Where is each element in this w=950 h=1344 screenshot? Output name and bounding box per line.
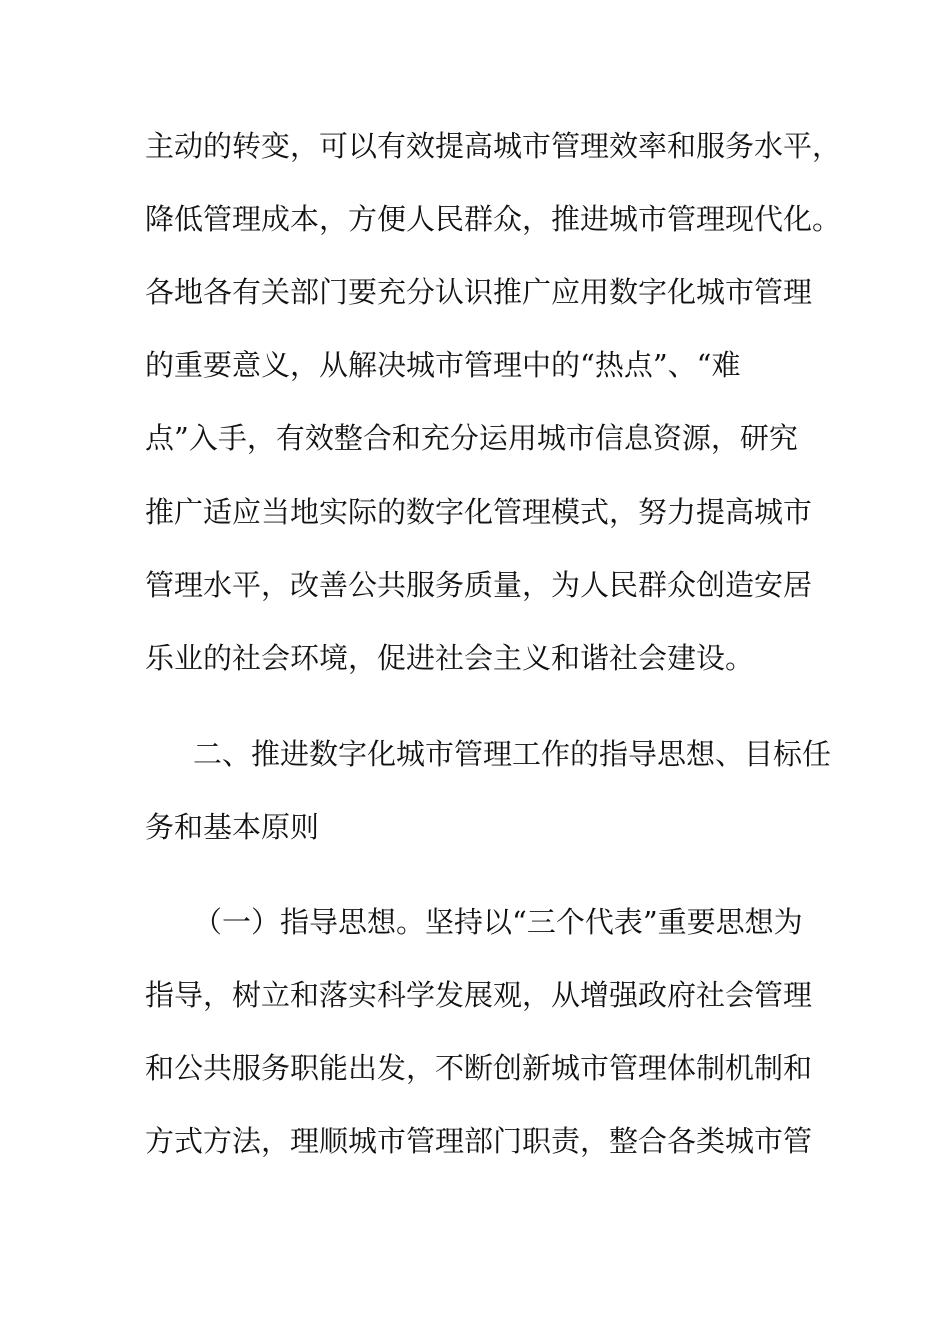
paragraph-line-4: 的重要意义，从解决城市管理中的“热点”、“难	[145, 348, 741, 382]
subsection-line-2: 指导，树立和落实科学发展观，从增强政府社会管理	[145, 978, 813, 1012]
subsection-line-1: （一）指导思想。坚持以“三个代表”重要思想为	[193, 905, 803, 939]
subsection-line-3: 和公共服务职能出发，不断创新城市管理体制机制和	[145, 1051, 813, 1085]
section-heading-line-1: 二、推进数字化城市管理工作的指导思想、目标任	[193, 737, 832, 771]
paragraph-line-6: 推广适应当地实际的数字化管理模式，努力提高城市	[145, 495, 813, 529]
paragraph-line-2: 降低管理成本，方便人民群众，推进城市管理现代化。	[145, 202, 842, 236]
paragraph-line-7: 管理水平，改善公共服务质量，为人民群众创造安居	[145, 568, 813, 602]
paragraph-line-8: 乐业的社会环境，促进社会主义和谐社会建设。	[145, 641, 755, 675]
paragraph-line-3: 各地各有关部门要充分认识推广应用数字化城市管理	[145, 275, 813, 309]
paragraph-line-5: 点”入手，有效整合和充分运用城市信息资源，研究	[145, 421, 798, 455]
section-heading-line-2: 务和基本原则	[145, 810, 320, 844]
subsection-line-4: 方式方法，理顺城市管理部门职责，整合各类城市管	[145, 1124, 813, 1158]
paragraph-line-1: 主动的转变，可以有效提高城市管理效率和服务水平，	[145, 129, 842, 163]
